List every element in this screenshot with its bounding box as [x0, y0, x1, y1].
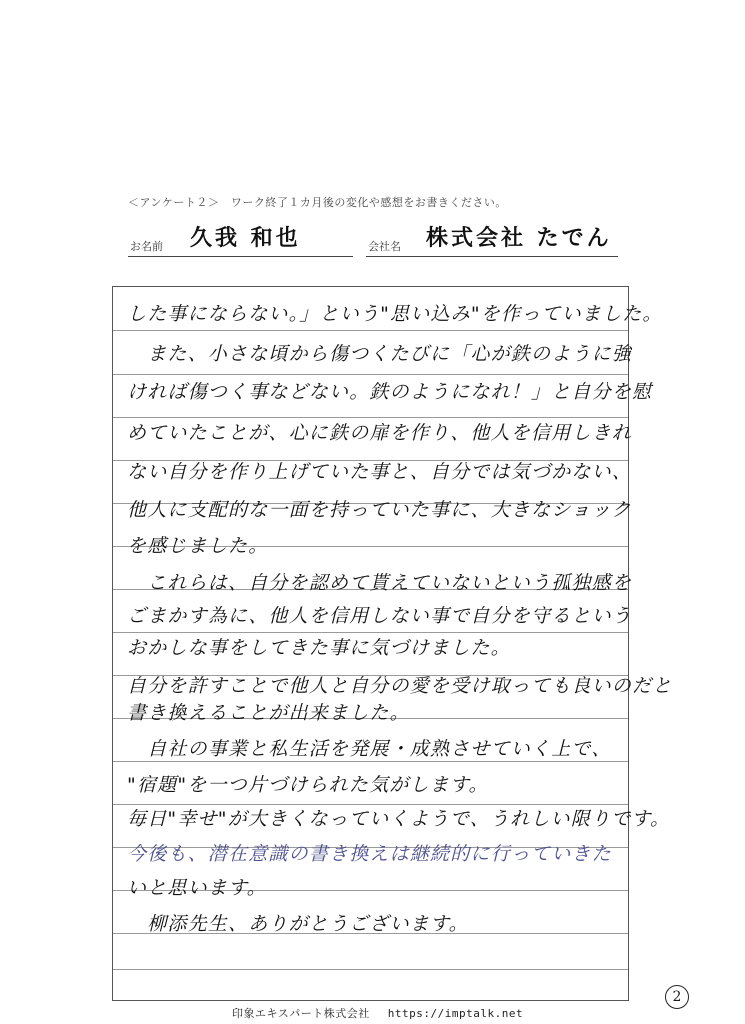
ruled-line [113, 969, 628, 970]
handwritten-line: ければ傷つく事などない。鉄のようになれ！」と自分を慰 [127, 381, 653, 403]
handwritten-line: これらは、自分を認めて貰えていないという孤独感を [127, 572, 633, 594]
name-field [128, 225, 353, 257]
handwritten-line: いと思います。 [127, 877, 267, 899]
company-value: 株式会社 たでん [426, 225, 612, 251]
handwritten-line: ごまかす為に、他人を信用しない事で自分を守るという [127, 605, 633, 627]
handwritten-line: ない自分を作り上げていた事と、自分では気づかない、 [127, 461, 633, 483]
footer [232, 1005, 523, 1021]
footer-company: 印象エキスパート株式会社 [232, 1007, 370, 1020]
handwritten-line: 毎日"幸せ"が大きくなっていくようで、うれしい限りです。 [127, 808, 671, 830]
handwritten-line: を感じました。 [127, 535, 269, 557]
handwritten-line: 書き換えることが出来ました。 [127, 702, 410, 724]
footer-url: https://imptalk.net [387, 1007, 524, 1020]
handwritten-line: 柳添先生、ありがとうございます。 [127, 913, 469, 935]
survey-title: ＜アンケート２＞ ワーク終了１カ月後の変化や感想をお書きください。 [128, 196, 507, 209]
handwritten-line: めていたことが、心に鉄の扉を作り、他人を信用しきれ [127, 422, 633, 444]
handwritten-line: 他人に支配的な一面を持っていた事に、大きなショック [127, 499, 632, 521]
company-label: 会社名 [368, 240, 401, 253]
handwritten-line: また、小さな頃から傷つくたびに「心が鉄のように強 [127, 343, 633, 365]
ruled-line [113, 761, 628, 762]
handwritten-line: した事にならない。」という"思い込み"を作っていました。 [127, 303, 663, 325]
handwritten-line: おかしな事をしてきた事に気づけました。 [127, 637, 511, 659]
handwritten-line: 自社の事業と私生活を発展・成熟させていく上で、 [127, 738, 612, 760]
page-number: 2 [665, 985, 689, 1009]
handwritten-line: "宿題"を一つ片づけられた気がします。 [127, 774, 489, 796]
ruled-line [113, 330, 628, 331]
name-label: お名前 [130, 240, 163, 253]
name-value: 久我 和也 [190, 225, 301, 251]
ruled-line [113, 374, 628, 375]
company-field [366, 225, 618, 257]
handwritten-line: 自分を許すことで他人と自分の愛を受け取っても良いのだと [127, 675, 673, 697]
handwritten-line: 今後も、潜在意識の書き換えは継続的に行っていきた [127, 843, 612, 865]
handwriting-box [112, 286, 673, 1001]
